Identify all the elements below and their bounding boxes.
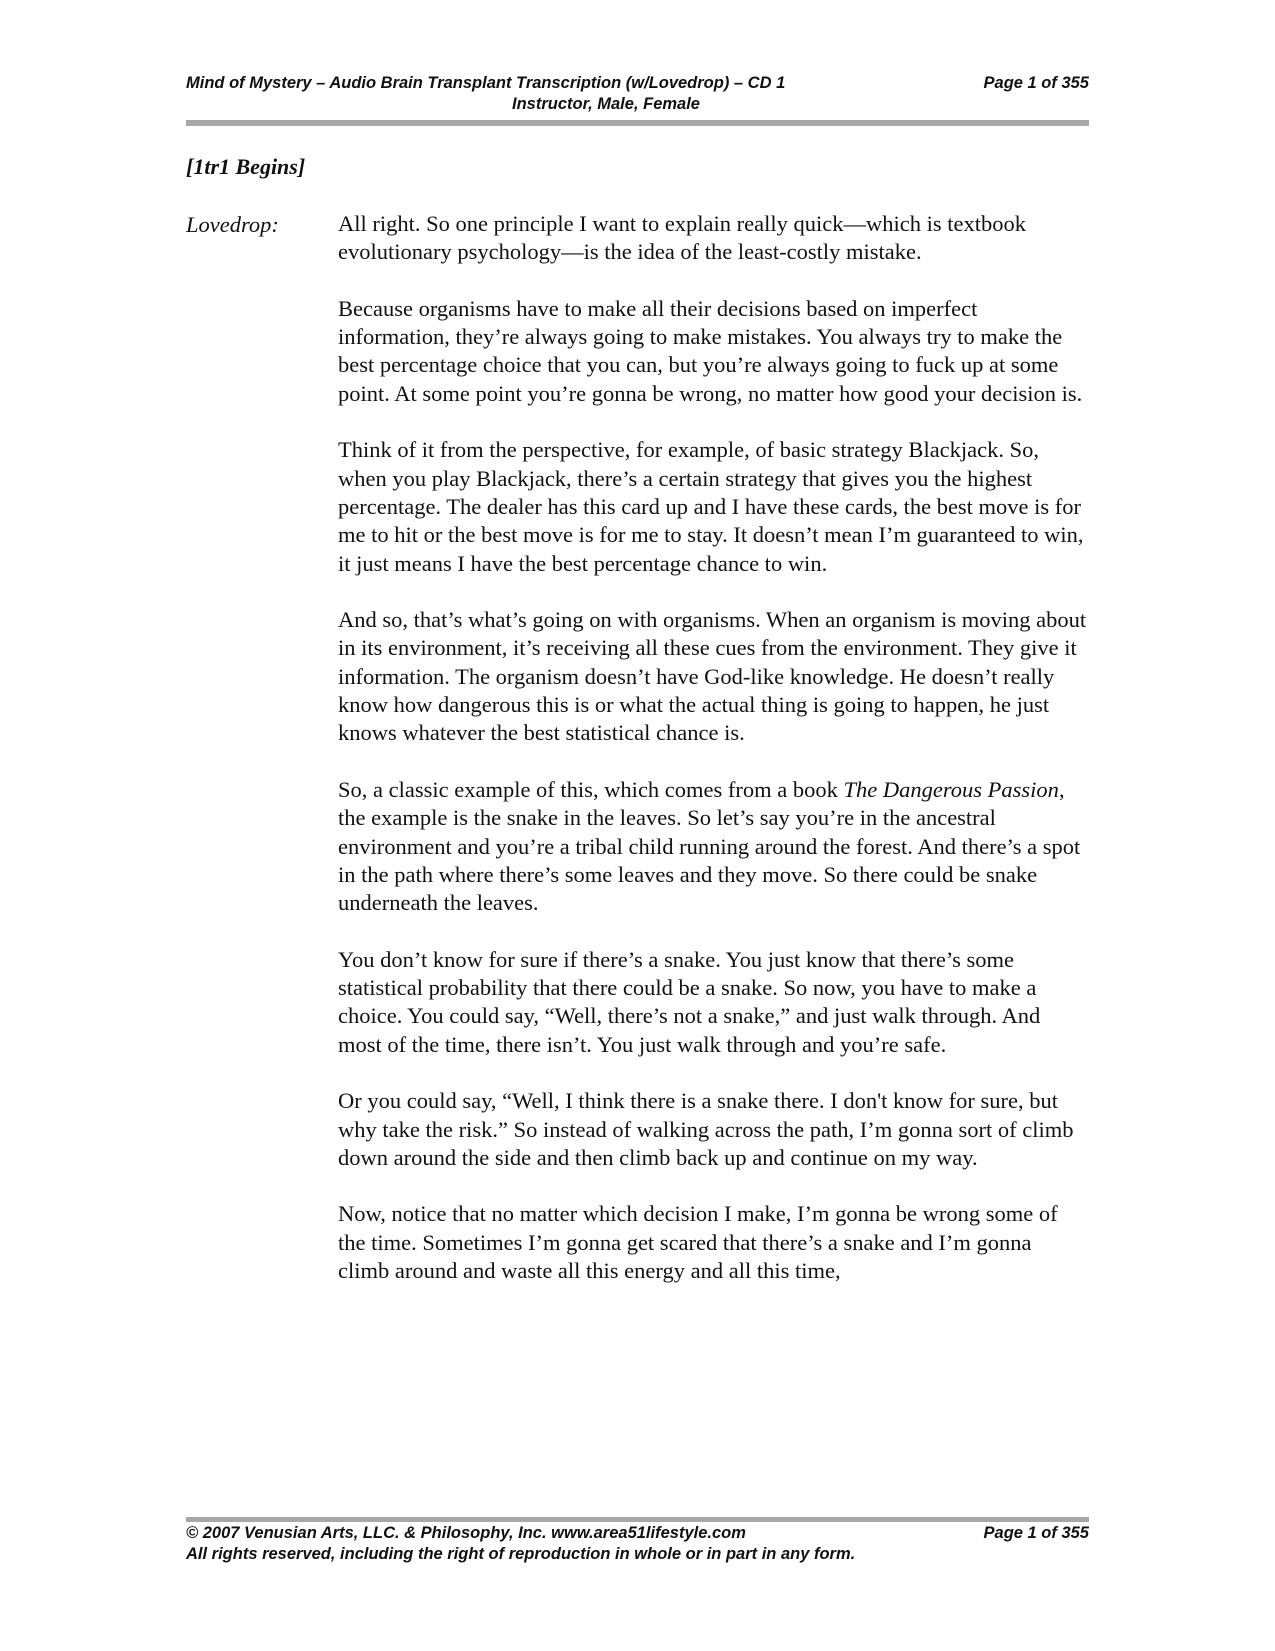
- transcript-paragraph: [338, 776, 1088, 917]
- transcript-paragraph: And so, that’s what’s going on with organisms. When an organism is moving about in its environment, it’s receiving all these cues from the environment. They give it information. The organism doesn’t have God-like knowledge. He doesn’t really know how dangerous this is or what the actual thing is going to happen, he just knows whatever the best statistical chance is.: [338, 607, 1087, 746]
- transcript-paragraph: You don’t know for sure if there’s a snake. You just know that there’s some statistical probability that there could be a snake. So now, you have to make a choice. You could say, “Well, there’s not a snake,” and just walk through. And most of the time, there isn’t. You just walk through and you’re safe.: [338, 946, 1041, 1057]
- header-page-number: Page 1 of 355: [983, 74, 1089, 92]
- transcript-paragraph: Because organisms have to make all their decisions based on imperfect information, they’re always going to make mistakes. You always try to make the best percentage choice that you can, but you’re always going to fuck up at some point. At some point you’re gonna be wrong, no matter how good your decision is.: [338, 295, 1083, 406]
- book-title: The Dangerous Passion: [843, 776, 1059, 802]
- paragraph-text: , the example is the snake in the leaves. So let’s say you’re in the ancestral environment and you’re a tribal child running around the forest. And there’s a spot in the path where there’s some leaves and they move. So there could be snake underneath the leaves.: [338, 776, 1081, 916]
- transcript-paragraph: Or you could say, “Well, I think there is a snake there. I don't know for sure, but why take the risk.” So instead of walking across the path, I’m gonna sort of climb down around the side and then climb back up and continue on my way.: [338, 1088, 1074, 1170]
- header-subtitle: Instructor, Male, Female: [512, 95, 700, 113]
- footer-rights: All rights reserved, including the right of reproduction in whole or in part in any form.: [186, 1545, 856, 1563]
- speaker-label: Lovedrop:: [186, 212, 279, 237]
- footer-copyright: © 2007 Venusian Arts, LLC. & Philosophy, Inc. www.area51lifestyle.com: [186, 1524, 746, 1542]
- transcript-paragraph: All right. So one principle I want to explain really quick—which is textbook evolutionary psychology—is the idea of the least-costly mistake.: [338, 211, 1026, 265]
- transcript-paragraph: Now, notice that no matter which decision I make, I’m gonna be wrong some of the time. Sometimes I’m gonna get scared that there’s a snake and I’m gonna climb around and waste all this energy and all this time,: [338, 1201, 1058, 1283]
- header-divider: [186, 120, 1089, 126]
- track-marker: [1tr1 Begins]: [186, 154, 306, 179]
- footer-divider: [186, 1517, 1089, 1522]
- transcript-body: [338, 210, 1088, 1314]
- footer-page-number: Page 1 of 355: [983, 1524, 1089, 1542]
- paragraph-text: So, a classic example of this, which comes from a book: [338, 776, 844, 802]
- header-title: Mind of Mystery – Audio Brain Transplant Transcription (w/Lovedrop) – CD 1: [186, 74, 786, 92]
- transcript-paragraph: Think of it from the perspective, for example, of basic strategy Blackjack. So, when you play Blackjack, there’s a certain strategy that gives you the highest percentage. The dealer has this card up and I have these cards, the best move is for me to hit or the best move is for me to stay. It doesn’t mean I’m guaranteed to win, it just means I have the best percentage chance to win.: [338, 437, 1084, 576]
